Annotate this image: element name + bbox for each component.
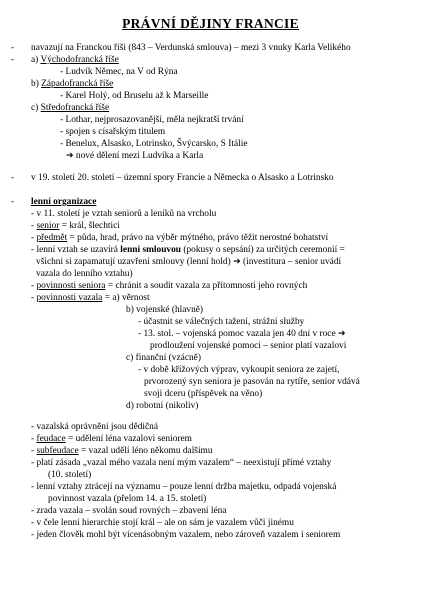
text-line: - v 11. století je vztah seniorů a leníků na vrcholu [31, 209, 217, 219]
text-line: navazují na Franckou říši (843 – Verdunská smlouva) – mezi 3 vnuky Karla Velikého [31, 43, 351, 53]
text-line [66, 151, 203, 162]
underlined-term: Středofrancká říše [40, 103, 110, 113]
underlined-term: předmět [36, 233, 68, 243]
list-letter: b) [31, 79, 42, 89]
text-line [138, 329, 346, 340]
arrow-icon: ➔ [337, 329, 346, 339]
list-letter: c) [31, 103, 41, 113]
bullet-mark: - [11, 197, 15, 207]
list-letter: a) [31, 55, 41, 65]
text-line: - platí zásada „vazal mého vazala není mým vazalem“ – neexistují přímé vztahy [31, 458, 332, 468]
dash: - [31, 233, 37, 243]
text-line [31, 434, 192, 445]
text-line: (10. století) [48, 470, 92, 480]
text-line [31, 446, 213, 457]
text-line [31, 221, 120, 232]
text-line: - lenní vztahy ztrácejí na významu – pouze lenní držba majetku, odpadá vojenská [31, 482, 337, 492]
bullet-mark: - [11, 55, 15, 65]
text-line: - Benelux, Alsasko, Lotrinsko, Švýcarsko, S Itálie [60, 139, 248, 149]
text-line [31, 245, 345, 256]
text-line [36, 257, 341, 268]
text-line: - v době křížových výprav, vykoupit seniora ze zajetí, [138, 365, 340, 375]
text-line: - účastnit se válečných tažení, strážní služby [138, 317, 305, 327]
text-line: prodloužení vojenské pomoci – senior platí vazalovi [150, 341, 347, 351]
text-line: - Lothar, nejprosazovanější, měla nejkratší trvání [60, 115, 244, 125]
text-line: - spojen s císařským titulem [60, 127, 166, 137]
text-line: - v čele lenní hierarchie stojí král – ale on sám je vazalem vůči jinému [31, 518, 294, 528]
text-fragment: = půda, hrad, právo na výběr mýtného, právo těžit nerostné bohatství [67, 233, 329, 243]
text-line [31, 281, 307, 292]
text-fragment: - lenní vztah se uzavírá [31, 245, 121, 255]
text-fragment: nové dělení mezi Ludvíka a Karla [73, 151, 204, 161]
text-line: - jeden člověk mohl být vícenásobným vazalem, nebo zároveň vazalem i seniorem [31, 530, 341, 540]
text-fragment: = udělení léna vazalovi seniorem [65, 434, 192, 444]
text-fragment: = vazal udělí léno někomu dalšímu [78, 446, 213, 456]
underlined-term: Východofrancká říše [40, 55, 119, 65]
text-line: - Karel Holý, od Bruselu až k Marseille [60, 91, 209, 101]
underlined-term: subfeudace [36, 446, 79, 456]
text-line: - zrada vazala – svolán soud rovných – zbavení léna [31, 506, 227, 516]
text-fragment: = chránit a soudit vazala za přítomnosti jeho rovných [105, 281, 308, 291]
section-heading-text: lenní organizace [31, 197, 97, 207]
text-line [31, 293, 150, 304]
dash: - [31, 221, 37, 231]
text-line: prvorozený syn seniora je pasován na rytíře, senior vdává [144, 377, 360, 387]
underlined-term: povinnosti seniora [36, 281, 106, 291]
dash: - [31, 446, 37, 456]
dash: - [31, 434, 37, 444]
underlined-term: Západofrancká říše [41, 79, 114, 89]
text-line: - vazalská oprávnění jsou dědičná [31, 422, 159, 432]
text-fragment: = král, šlechtici [59, 221, 120, 231]
bullet-mark: - [11, 173, 15, 183]
page-title: PRÁVNÍ DĚJINY FRANCIE [122, 16, 299, 31]
text-fragment: všichni si zapamatují uzavření smlouvy (lenní hold) [36, 257, 234, 267]
text-fragment: (investitura – senior uvádí [240, 257, 342, 267]
text-fragment: (pokusy o sepsání) za určitých ceremonií = [181, 245, 345, 255]
list-heading [31, 79, 113, 90]
dash: - [31, 293, 37, 303]
text-fragment: - 13. stol. – vojenská pomoc vazala jen 40 dní v roce [138, 329, 338, 339]
list-heading [31, 103, 109, 114]
underlined-term: feudace [36, 434, 66, 444]
dash: - [31, 281, 37, 291]
text-line: c) finanční (vzácně) [126, 353, 201, 363]
text-line: svoji dceru (příspěvek na věno) [144, 389, 263, 399]
bold-term: lenní smlouvou [120, 245, 181, 255]
section-heading [31, 197, 96, 208]
text-fragment: = a) věrnost [102, 293, 150, 303]
text-line: vazala do lenního vztahu) [36, 269, 133, 279]
underlined-term: senior [36, 221, 60, 231]
text-line: b) vojenské (hlavně) [126, 305, 204, 315]
list-heading [31, 55, 119, 66]
text-line: v 19. století 20. století – územní spory Francie a Německa o Alsasko a Lotrinsko [31, 173, 334, 183]
text-line: d) robotní (nikoliv) [126, 401, 199, 411]
text-line [31, 233, 328, 244]
arrow-icon: ➔ [233, 257, 241, 267]
bullet-mark: - [11, 43, 15, 53]
text-line: - Ludvík Němec, na V od Rýna [60, 67, 178, 77]
text-line: povinnost vazala (přelom 14. a 15. století) [48, 494, 207, 504]
arrow-icon: ➔ [66, 151, 74, 161]
underlined-term: povinnosti vazala [36, 293, 103, 303]
